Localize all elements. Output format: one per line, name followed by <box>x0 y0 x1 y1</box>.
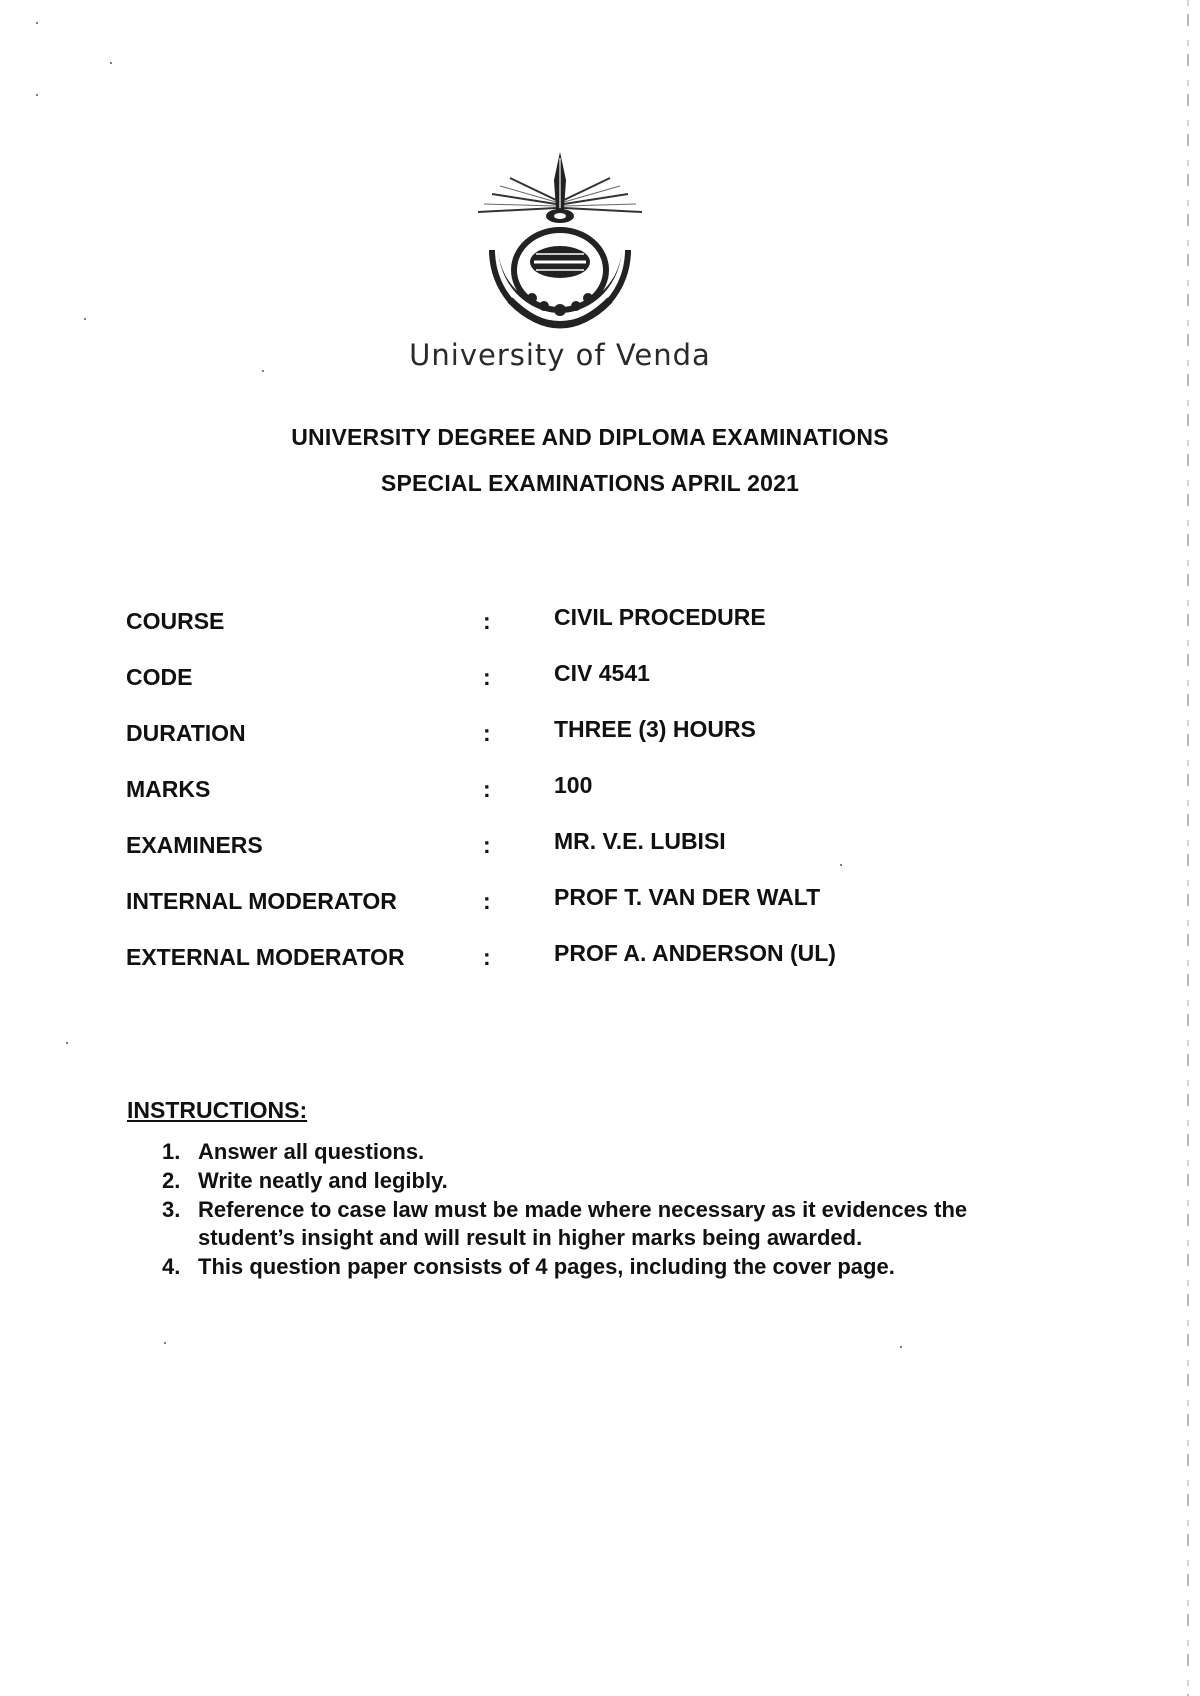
instruction-text: This question paper consists of 4 pages, including the cover page. <box>198 1254 895 1279</box>
detail-value: CIV 4541 <box>554 660 650 686</box>
scan-edge-artifact <box>1187 0 1189 1696</box>
instruction-text: Reference to case law must be made where necessary as it evidences the student’s insight and will result in higher marks being awarded. <box>198 1197 968 1250</box>
detail-label: EXTERNAL MODERATOR <box>126 944 405 970</box>
detail-separator: : <box>483 776 491 802</box>
detail-label: INTERNAL MODERATOR <box>126 888 397 914</box>
detail-row-internal-moderator <box>126 884 1026 944</box>
scan-speck <box>164 1342 166 1344</box>
detail-separator: : <box>483 720 491 746</box>
detail-row-course <box>126 604 1026 664</box>
scan-speck <box>262 370 264 372</box>
instruction-number: 1. <box>162 1139 181 1164</box>
scan-speck <box>110 62 112 64</box>
detail-label: CODE <box>126 664 193 690</box>
detail-label: COURSE <box>126 608 225 634</box>
instruction-text: Write neatly and legibly. <box>198 1168 448 1193</box>
instruction-item <box>162 1196 1062 1252</box>
exam-title: UNIVERSITY DEGREE AND DIPLOMA EXAMINATIONS <box>291 424 889 450</box>
detail-separator: : <box>483 832 491 858</box>
instructions-list <box>162 1138 1062 1282</box>
instructions-heading: INSTRUCTIONS: <box>127 1097 308 1123</box>
university-name: University of Venda <box>409 338 711 372</box>
detail-row-examiners <box>126 828 1026 888</box>
instruction-number: 4. <box>162 1254 181 1279</box>
detail-separator: : <box>483 664 491 690</box>
instruction-number: 3. <box>162 1197 181 1222</box>
exam-session: SPECIAL EXAMINATIONS APRIL 2021 <box>380 470 800 496</box>
detail-row-code <box>126 660 1026 720</box>
scan-speck <box>900 1346 902 1348</box>
detail-row-external-moderator <box>126 940 1026 1000</box>
detail-value: PROF A. ANDERSON (UL) <box>554 940 836 966</box>
detail-separator: : <box>483 888 491 914</box>
exam-details-table <box>126 604 1026 1000</box>
instruction-item <box>162 1253 1062 1281</box>
instruction-item <box>162 1138 1062 1166</box>
university-crest-icon <box>470 150 650 335</box>
instruction-number: 2. <box>162 1168 181 1193</box>
detail-value: THREE (3) HOURS <box>554 716 756 742</box>
detail-separator: : <box>483 608 491 634</box>
detail-separator: : <box>483 944 491 970</box>
detail-label: DURATION <box>126 720 246 746</box>
detail-value: CIVIL PROCEDURE <box>554 604 766 630</box>
instruction-item <box>162 1167 1062 1195</box>
detail-label: EXAMINERS <box>126 832 263 858</box>
scan-speck <box>36 94 38 96</box>
instruction-text: Answer all questions. <box>198 1139 425 1164</box>
detail-value: MR. V.E. LUBISI <box>554 828 726 854</box>
scan-speck <box>36 22 38 24</box>
detail-value: PROF T. VAN DER WALT <box>554 884 821 910</box>
detail-value: 100 <box>554 772 593 798</box>
detail-row-duration <box>126 716 1026 776</box>
detail-label: MARKS <box>126 776 211 802</box>
detail-row-marks <box>126 772 1026 832</box>
scan-speck <box>84 318 86 320</box>
scan-speck <box>66 1042 68 1044</box>
